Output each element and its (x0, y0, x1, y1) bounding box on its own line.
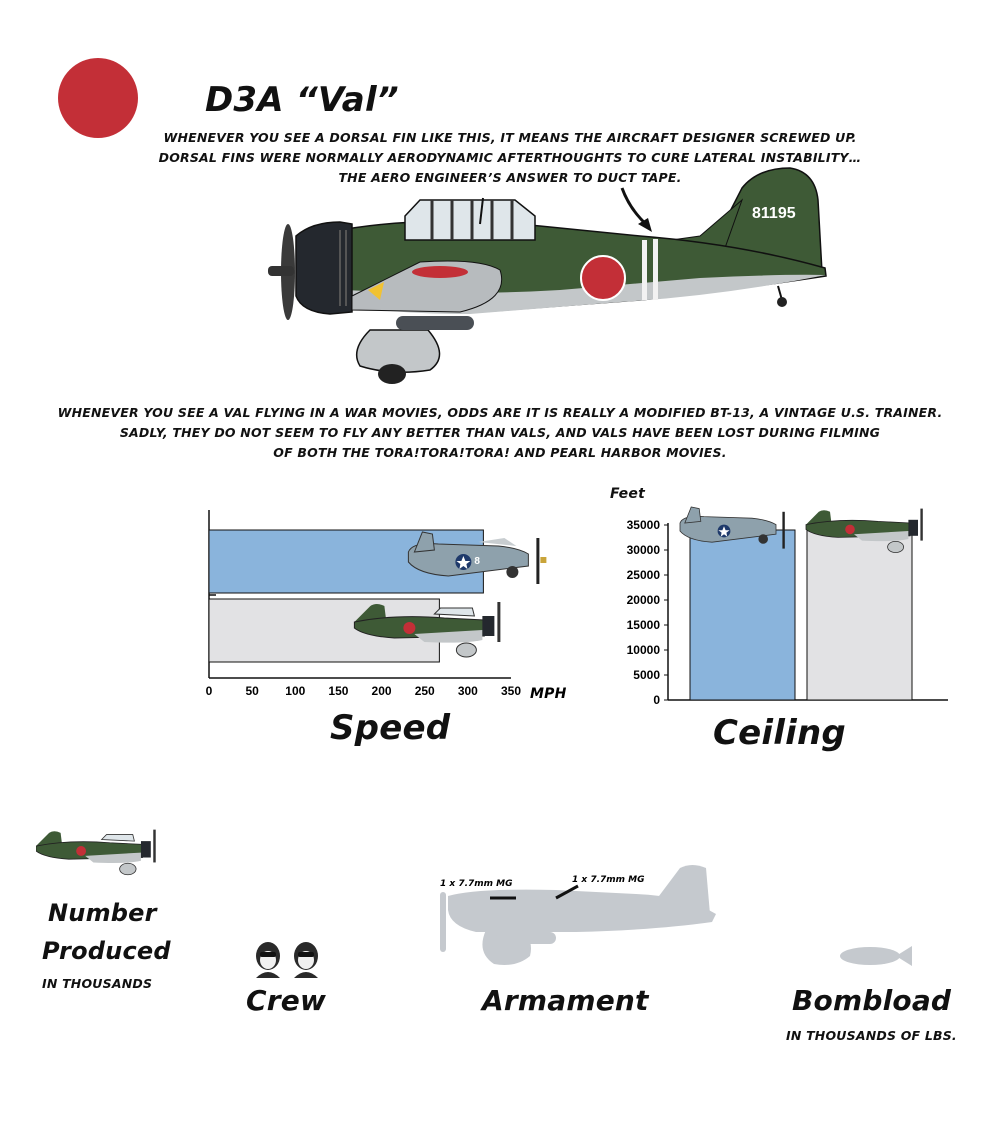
speed-tick-label: 300 (457, 684, 478, 698)
mg-forward-label: 1 x 7.7mm MG (440, 879, 513, 889)
val-icon (36, 828, 160, 884)
crew-icons (250, 940, 330, 980)
caption-line: THE AERO ENGINEER’S ANSWER TO DUCT TAPE. (338, 170, 682, 185)
speed-chart (190, 500, 600, 710)
speed-title: Speed (330, 708, 451, 748)
tail-number: 81195 (752, 205, 796, 222)
caption-line: DORSAL FINS WERE NORMALLY AERODYNAMIC AFTERTHOUGHTS TO CURE LATERAL INSTABILITY… (158, 150, 862, 165)
ceiling-tick-label: 15000 (626, 618, 660, 632)
pilot-icon (294, 942, 318, 978)
speed-x-ticks (206, 684, 522, 698)
caption-line: SADLY, THEY DO NOT SEEM TO FLY ANY BETTER THAN VALS, AND VALS HAVE BEEN LOST DURING FILMING (119, 425, 881, 440)
speed-tick-label: 200 (371, 684, 392, 698)
caption-line: WHENEVER YOU SEE A VAL FLYING IN A WAR MOVIES, ODDS ARE IT IS REALLY A MODIFIED BT-13, A VINTAGE U.S. TRAINER. (57, 405, 943, 420)
ceiling-tick-label: 20000 (626, 593, 660, 607)
page-title: D3A “Val” (205, 80, 399, 120)
mg-rear-label: 1 x 7.7mm MG (572, 875, 645, 885)
ceiling-bar-wildcat (690, 530, 795, 700)
crew-label: Crew (246, 984, 327, 1017)
ceiling-title: Ceiling (713, 713, 846, 753)
bombload-label: Bombload (792, 984, 952, 1017)
ceiling-y-ticks (627, 518, 668, 707)
speed-tick-label: 150 (328, 684, 349, 698)
ceiling-tick-label: 0 (653, 693, 660, 707)
speed-tick-label: 50 (245, 684, 259, 698)
bombload-unit: IN THOUSANDS OF LBS. (786, 1028, 957, 1043)
ceiling-chart (600, 505, 980, 710)
ceiling-tick-label: 10000 (626, 643, 660, 657)
bomb-icon (840, 944, 916, 968)
speed-unit-label: MPH (530, 686, 567, 702)
ceiling-tick-label: 35000 (626, 518, 660, 532)
number-produced-label: Number (48, 899, 157, 927)
speed-tick-label: 350 (500, 684, 522, 698)
pilot-icon (256, 942, 280, 978)
armament-silhouette (436, 860, 726, 980)
ceiling-bar-val (807, 530, 912, 700)
speed-tick-label: 100 (285, 684, 306, 698)
arrow-icon (622, 188, 648, 226)
speed-tick-label: 250 (414, 684, 435, 698)
number-produced-label: Produced (42, 937, 171, 965)
number-produced-unit: IN THOUSANDS (42, 976, 153, 991)
ceiling-tick-label: 25000 (626, 568, 660, 582)
ceiling-tick-label: 30000 (626, 543, 660, 557)
ceiling-unit-label: Feet (610, 486, 645, 502)
bt13-caption (0, 403, 1000, 463)
caption-line: OF BOTH THE TORA!TORA!TORA! AND PEARL HARBOR MOVIES. (273, 445, 727, 460)
speed-tick-label: 0 (205, 684, 213, 698)
ceiling-tick-label: 5000 (633, 668, 660, 682)
armament-label: Armament (482, 984, 649, 1017)
val-aircraft-illustration (0, 0, 1000, 400)
fuselage-number: 8 (474, 556, 480, 567)
caption-line: WHENEVER YOU SEE A DORSAL FIN LIKE THIS, IT MEANS THE AIRCRAFT DESIGNER SCREWED UP. (163, 130, 857, 145)
